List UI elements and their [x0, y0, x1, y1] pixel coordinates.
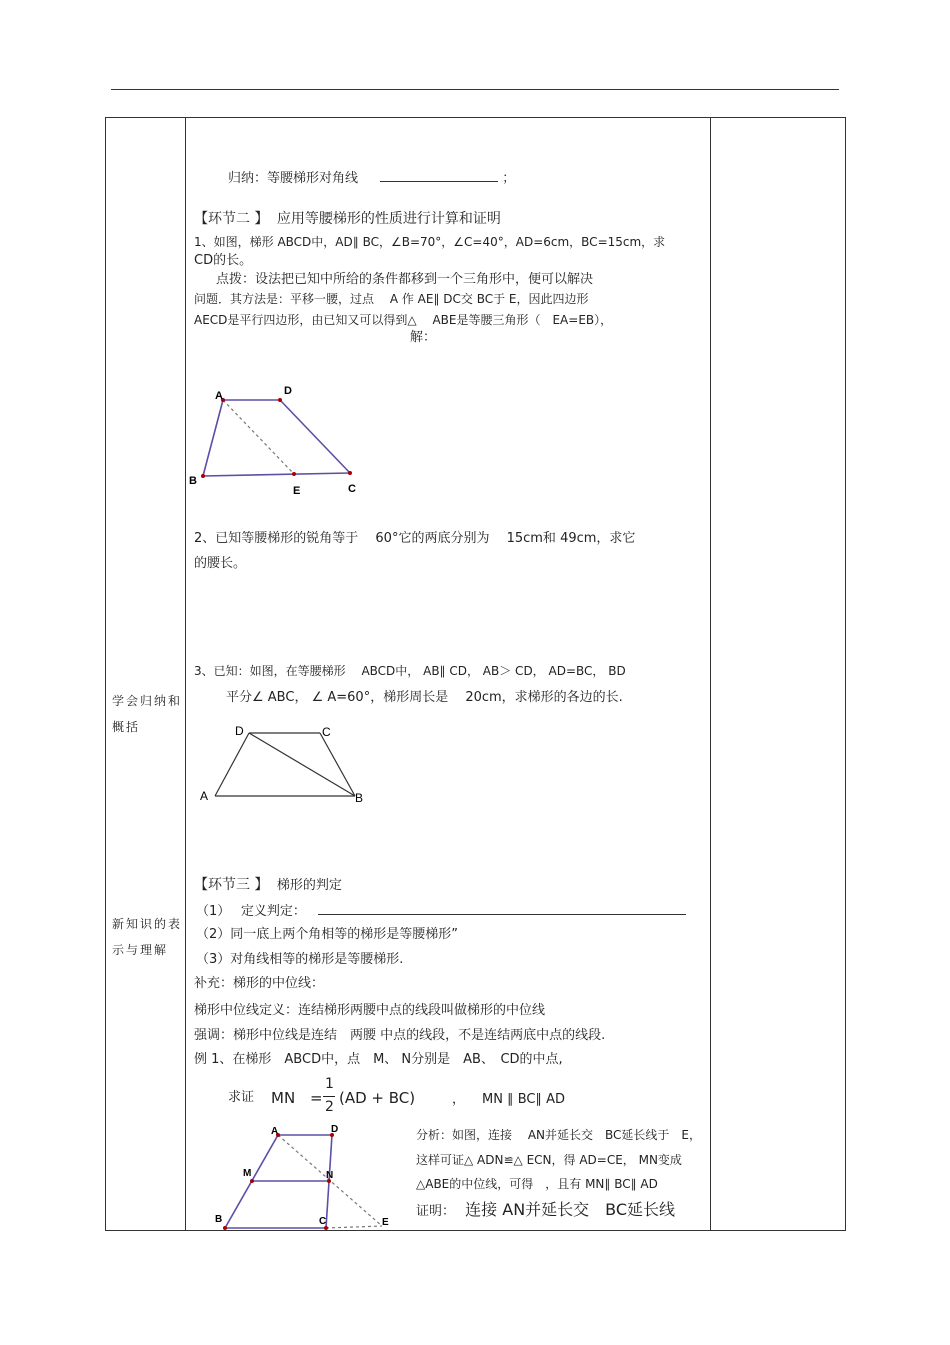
column-divider-left — [185, 117, 186, 1231]
formula-equals: = — [310, 1089, 323, 1107]
fig3-label-b: B — [215, 1214, 223, 1225]
fig2-label-a: A — [200, 789, 209, 803]
section3-heading: 【环节三 】 — [194, 877, 269, 893]
example-1: 例 1、在梯形 ABCD中，点 M、 N分别是 AB、 CD的中点, — [194, 1052, 563, 1067]
fig1-point-c — [348, 471, 352, 475]
header-rule — [111, 89, 839, 90]
fig3-label-n: N — [326, 1170, 334, 1181]
fig2-label-d: D — [235, 724, 244, 738]
formula-fraction-bar — [323, 1096, 335, 1097]
section3-heading-line — [194, 877, 342, 894]
fig1-point-b — [201, 474, 205, 478]
problem3-line2: 平分∠ ABC， ∠ A=60°，梯形周长是 20cm，求梯形的各边的长. — [226, 690, 623, 705]
fig2-side-ad — [215, 733, 249, 796]
summary-line — [228, 169, 515, 187]
fig2-diagonal-bd — [249, 733, 355, 796]
midline-emphasis: 强调：梯形中位线是连结 两腰 中点的线段，不是连结两底中点的线段. — [194, 1028, 606, 1043]
hint-line1: 点拨：设法把已知中所给的条件都移到一个三角形中，便可以解决 — [216, 272, 594, 287]
fig1-label-c: C — [348, 483, 356, 495]
formula-parallel: MN ∥ BC∥ AD — [482, 1092, 566, 1107]
problem3-line1: 3、已知：如图，在等腰梯形 ABCD中， AB∥ CD， AB＞ CD， AD=BC， BD — [194, 664, 626, 678]
criterion-1-blank — [318, 902, 686, 915]
fig3-point-m — [250, 1179, 254, 1183]
problem1-line2: CD的长。 — [194, 253, 253, 268]
hint-line2: 问题．其方法是：平移一腰，过点 A 作 AE∥ DC交 BC于 E，因此四边形 — [194, 292, 589, 306]
proof-line — [416, 1202, 675, 1220]
fig1-side-bc — [203, 473, 350, 476]
analysis-line1: 分析：如图，连接 AN并延长交 BC延长线于 E， — [416, 1128, 701, 1142]
summary-blank — [380, 169, 498, 182]
criterion-3: （3）对角线相等的梯形是等腰梯形. — [196, 952, 404, 967]
formula-numerator: 1 — [325, 1076, 334, 1092]
left-label-summarize: 学会归纳和概括 — [112, 694, 183, 734]
fig3-label-e: E — [382, 1217, 389, 1228]
criterion-2: （2）同一底上两个角相等的梯形是等腰梯形” — [196, 927, 459, 942]
fig2-label-c: C — [322, 725, 331, 739]
fig3-dashed-ce — [326, 1226, 382, 1228]
fig1-dashed-ae — [223, 400, 294, 474]
solve-label: 解： — [410, 330, 437, 345]
fig1-side-dc — [280, 400, 350, 473]
proof-text: 连接 AN并延长交 BC延长线 — [465, 1200, 676, 1219]
fig2-label-b: B — [355, 791, 364, 805]
hint-line3: AECD是平行四边形，由已知又可以得到△ ABE是等腰三角形（ EA=EB）， — [194, 313, 613, 327]
criterion-1: （1） 定义判定： — [196, 904, 306, 919]
section3-title: 梯形的判定 — [276, 878, 342, 893]
fig1-label-a: A — [215, 390, 223, 402]
section2-title: 应用等腰梯形的性质进行计算和证明 — [276, 211, 501, 227]
fig1-label-e: E — [293, 485, 301, 497]
fig1-side-ab — [203, 400, 223, 476]
fig3-label-c: C — [319, 1216, 327, 1227]
problem2-line2: 的腰长。 — [194, 556, 247, 571]
figure-trapezoid-3 — [210, 1120, 400, 1235]
analysis-line3: △ABE的中位线，可得 ，且有 MN∥ BC∥ AD — [416, 1177, 658, 1191]
section2-heading: 【环节二 】 — [194, 211, 269, 227]
prove-label: 求证 — [228, 1090, 255, 1105]
fig1-point-d — [278, 398, 282, 402]
problem2-line1: 2、已知等腰梯形的锐角等于 60°它的两底分别为 15cm和 49cm，求它 — [194, 531, 636, 546]
fig1-point-e — [292, 472, 296, 476]
midline-definition: 梯形中位线定义：连结梯形两腰中点的线段叫做梯形的中位线 — [194, 1003, 546, 1018]
formula-denominator: 2 — [325, 1099, 334, 1115]
proof-label: 证明： — [416, 1204, 456, 1219]
analysis-line2: 这样可证△ ADN≌△ ECN，得 AD=CE， MN变成 — [416, 1153, 682, 1167]
section2-heading-line — [194, 211, 501, 227]
fig3-point-b — [223, 1226, 227, 1230]
criterion-1-line — [196, 902, 686, 920]
supplement: 补充：梯形的中位线： — [194, 976, 325, 991]
figure-trapezoid-2 — [195, 720, 375, 810]
summary-label: 归纳：等腰梯形对角线 — [228, 171, 359, 186]
figure-trapezoid-1 — [180, 370, 380, 505]
fig2-side-cb — [320, 733, 355, 796]
fig3-label-d: D — [331, 1124, 339, 1135]
column-divider-right — [710, 117, 711, 1231]
fig3-label-a: A — [271, 1126, 279, 1137]
problem1-line1: 1、如图，梯形 ABCD中，AD∥ BC，∠B=70°，∠C=40°，AD=6cm，BC=15cm，求 — [194, 235, 666, 249]
fig3-label-m: M — [243, 1168, 252, 1179]
formula-paren: (AD + BC) — [339, 1089, 416, 1107]
formula-comma: ， — [452, 1092, 466, 1107]
summary-tail: ； — [502, 171, 516, 186]
left-label-new-knowledge: 新知识的表示与理解 — [112, 917, 183, 957]
fig1-label-b: B — [189, 475, 197, 487]
formula-mn: MN — [271, 1089, 296, 1107]
fig1-label-d: D — [284, 385, 292, 397]
